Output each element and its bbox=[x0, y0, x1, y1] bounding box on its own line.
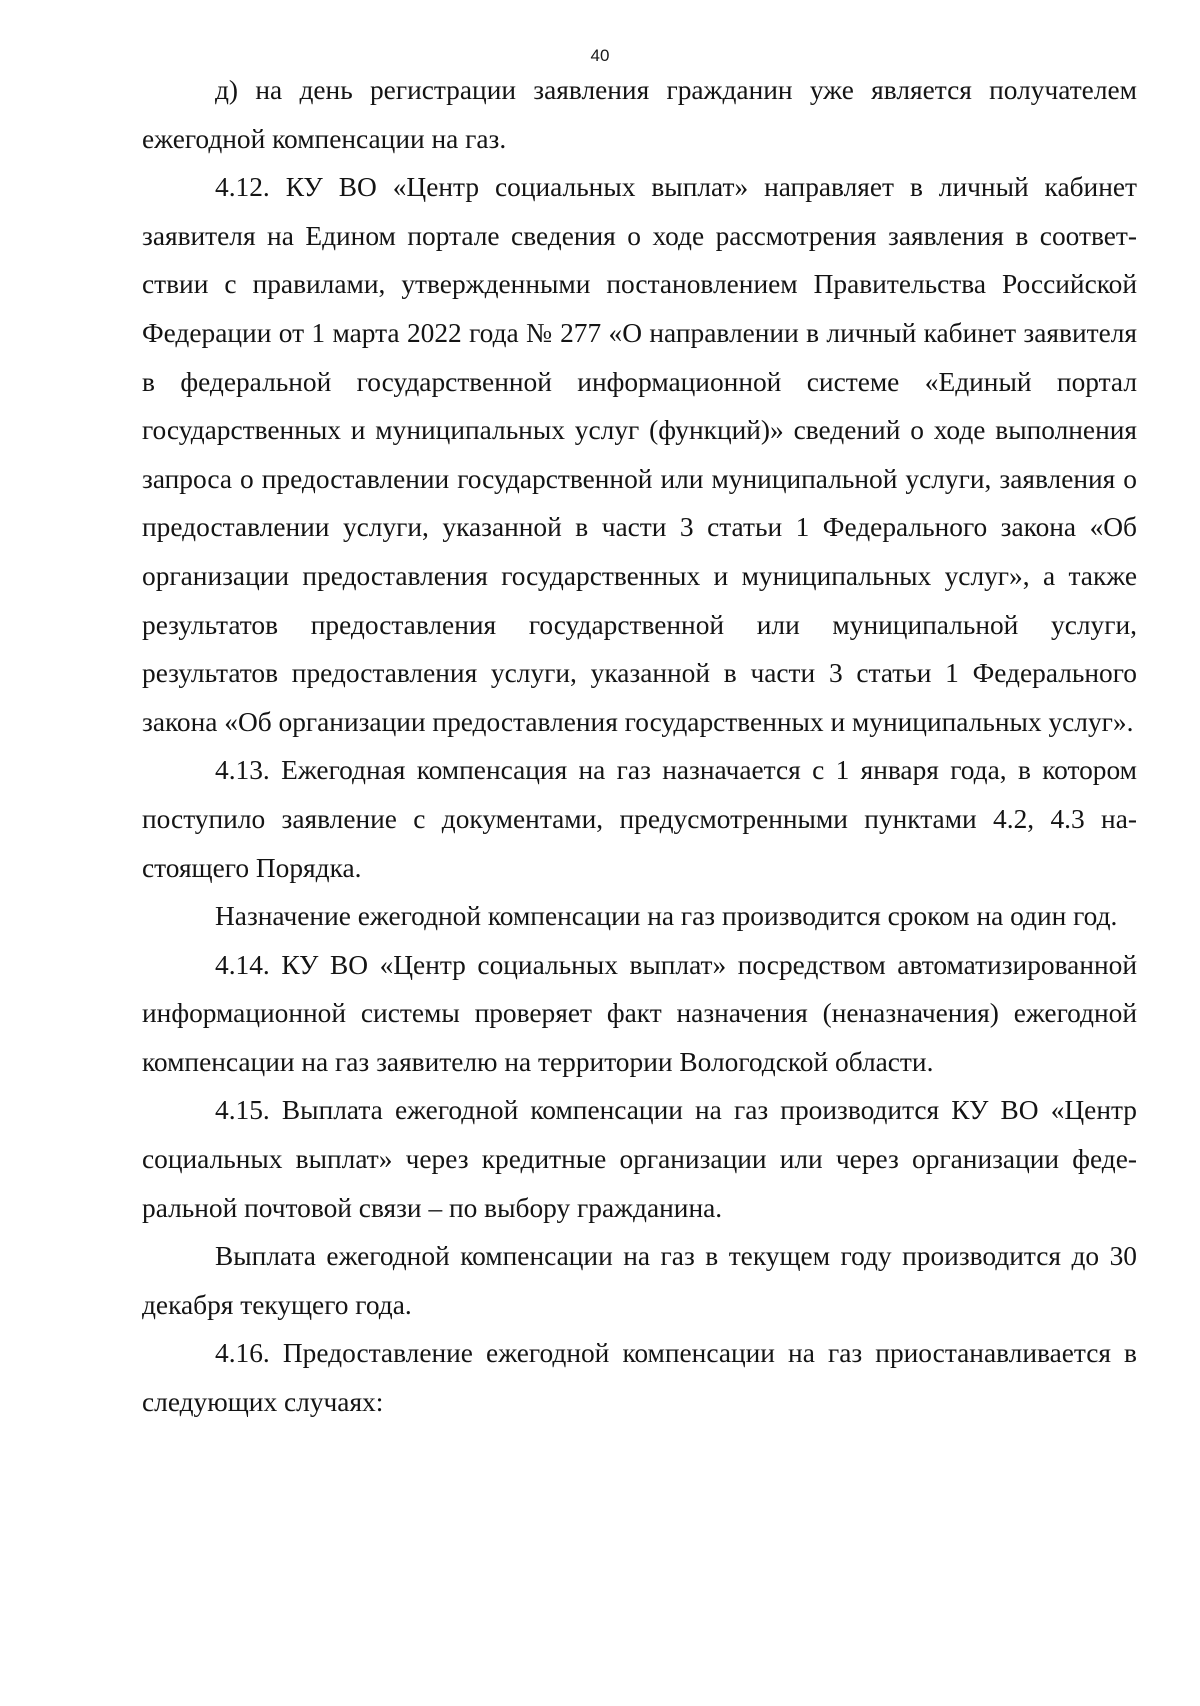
paragraph-4-16: 4.16. Предоставление ежегодной компенсации на газ приостанавливается в следующих случаях: bbox=[142, 1338, 1137, 1418]
paragraph-item-d: д) на день регистрации заявления гражданин уже является получателем ежегодной компенсации на газ. bbox=[142, 75, 1137, 154]
paragraph-4-15: 4.15. Выплата ежегодной компенсации на газ производится КУ ВО «Центр социальных выплат» через кредитные организации или через организации федеральной почтовой связи – по выбору гражданина. bbox=[142, 1095, 1137, 1223]
paragraph-assignment-term: Назначение ежегодной компенсации на газ производится сроком на один год. bbox=[215, 901, 1118, 932]
paragraph-4-13: 4.13. Ежегодная компенсация на газ назначается с 1 января года, в котором поступило заявление с документами, предусмотренными пунктами 4.2, 4.3 настоящего Порядка. bbox=[142, 755, 1137, 883]
paragraph-payment-deadline: Выплата ежегодной компенсации на газ в текущем году производится до 30 декабря текущего года. bbox=[142, 1241, 1137, 1320]
page-number: 40 bbox=[590, 46, 610, 65]
document-body bbox=[142, 66, 1137, 1427]
paragraph-4-14: 4.14. КУ ВО «Центр социальных выплат» посредством автоматизированной информационной системы проверяет факт назначения (неназначения) ежегодной компенсации на газ заявителю на территории Вологодской области. bbox=[142, 949, 1137, 1077]
paragraph-4-12: 4.12. КУ ВО «Центр социальных выплат» направляет в личный кабинет заявителя на Едином портале сведения о ходе рассмотрения заявления в соответствии с правилами, утвержденными постановлением Правительства Российской Федерации от 1 марта 2022 года № 277 «О направлении в личный кабинет заявителя в федеральной государственной информационной системе «Единый портал государственных и муниципальных услуг (функций)» сведений о ходе выполнения запроса о предоставлении государственной или муниципальной услуги, заявления о предоставлении услуги, указанной в части 3 статьи 1 Федерального закона «Об организации предоставления государственных и муниципальных услуг», а также результатов предоставления государственной или муниципальной услуги, результатов предоставления услуги, указанной в части 3 статьи 1 Федерального закона «Об организации предоставления государственных и муниципальных услуг». bbox=[142, 172, 1137, 737]
